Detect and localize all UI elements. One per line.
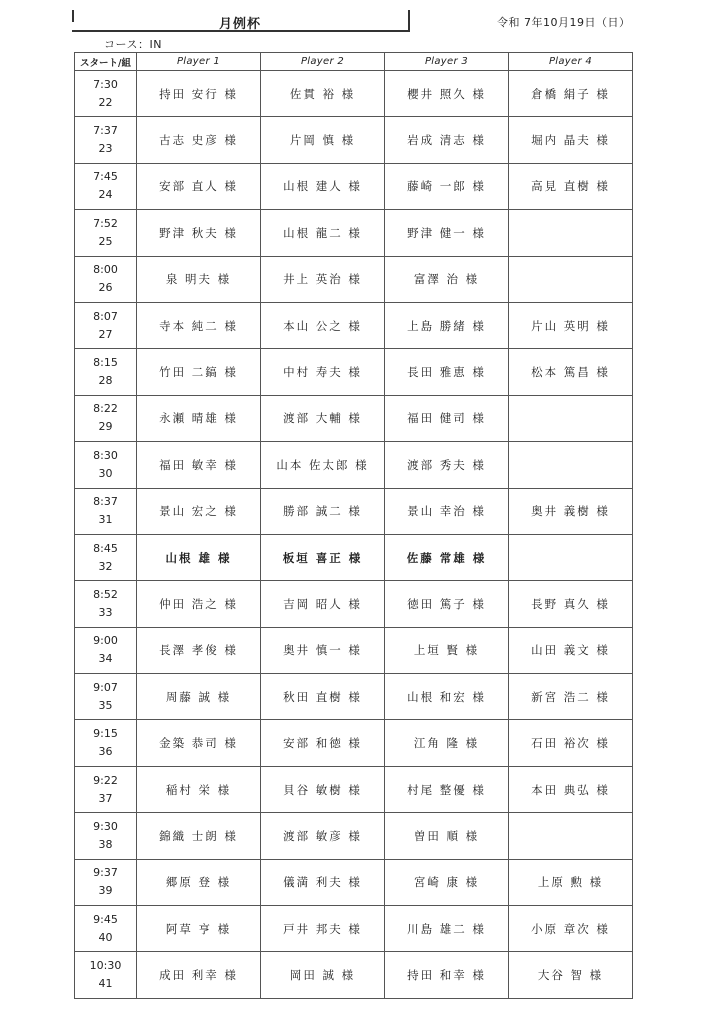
player-3-cell: 佐藤 常雄 様 (385, 534, 509, 580)
player-3-cell: 持田 和幸 様 (385, 952, 509, 998)
start-time: 8:00 (93, 263, 118, 277)
group-number: 30 (98, 466, 113, 480)
start-group-cell (75, 117, 137, 163)
start-group-cell (75, 395, 137, 441)
start-group-cell (75, 256, 137, 302)
player-1-cell: 阿草 亨 様 (137, 906, 261, 952)
player-1-cell: 仲田 浩之 様 (137, 581, 261, 627)
table-row (75, 813, 633, 859)
player-2-cell: 戸井 邦夫 様 (261, 906, 385, 952)
player-1-cell: 郷原 登 様 (137, 859, 261, 905)
start-time: 8:45 (93, 541, 118, 555)
group-number: 25 (98, 234, 113, 248)
player-3-cell: 曽田 順 様 (385, 813, 509, 859)
player-1-cell: 長澤 孝俊 様 (137, 627, 261, 673)
player-2-cell: 渡部 敏彦 様 (261, 813, 385, 859)
start-time-table (74, 52, 633, 999)
player-4-cell (509, 813, 633, 859)
player-3-cell: 岩成 清志 様 (385, 117, 509, 163)
start-time: 7:52 (93, 216, 118, 230)
player-1-cell: 福田 敏幸 様 (137, 442, 261, 488)
column-header-player-3: Player 3 (385, 53, 509, 71)
table-row (75, 674, 633, 720)
player-4-cell: 上原 勲 様 (509, 859, 633, 905)
player-4-cell: 片山 英明 様 (509, 302, 633, 348)
player-3-cell: 江角 隆 様 (385, 720, 509, 766)
group-number: 29 (98, 420, 113, 434)
start-time: 9:15 (93, 727, 118, 741)
start-group-cell (75, 766, 137, 812)
start-time: 8:37 (93, 495, 118, 509)
player-4-cell: 奥井 義樹 様 (509, 488, 633, 534)
table-row (75, 163, 633, 209)
player-1-cell: 山根 雄 様 (137, 534, 261, 580)
player-2-cell: 儀満 利夫 様 (261, 859, 385, 905)
start-time: 7:45 (93, 170, 118, 184)
group-number: 27 (98, 327, 113, 341)
start-group-cell (75, 674, 137, 720)
player-2-cell: 岡田 誠 様 (261, 952, 385, 998)
player-2-cell: 渡部 大輔 様 (261, 395, 385, 441)
start-time: 9:22 (93, 773, 118, 787)
table-row (75, 395, 633, 441)
table-row (75, 302, 633, 348)
player-4-cell: 石田 裕次 様 (509, 720, 633, 766)
player-3-cell: 景山 幸治 様 (385, 488, 509, 534)
player-4-cell: 長野 真久 様 (509, 581, 633, 627)
player-2-cell: 山根 建人 様 (261, 163, 385, 209)
player-3-cell: 徳田 篤子 様 (385, 581, 509, 627)
start-time: 8:07 (93, 309, 118, 323)
player-2-cell: 奥井 慎一 様 (261, 627, 385, 673)
page-title: 月例杯 (218, 17, 261, 32)
start-group-cell (75, 859, 137, 905)
event-date: 令和 7年10月19日（日） (497, 16, 631, 29)
player-1-cell: 泉 明夫 様 (137, 256, 261, 302)
course-label: コース：IN (104, 38, 162, 51)
player-2-cell: 山根 龍二 様 (261, 210, 385, 256)
player-4-cell: 新宮 浩二 様 (509, 674, 633, 720)
player-1-cell: 成田 利幸 様 (137, 952, 261, 998)
player-1-cell: 景山 宏之 様 (137, 488, 261, 534)
player-3-cell: 野津 健一 様 (385, 210, 509, 256)
player-3-cell: 富澤 治 様 (385, 256, 509, 302)
table-row (75, 766, 633, 812)
player-4-cell: 高見 直樹 様 (509, 163, 633, 209)
table-row (75, 581, 633, 627)
start-group-cell (75, 720, 137, 766)
player-3-cell: 山根 和宏 様 (385, 674, 509, 720)
group-number: 41 (98, 977, 113, 991)
table-row (75, 720, 633, 766)
player-4-cell (509, 534, 633, 580)
start-time: 9:07 (93, 680, 118, 694)
group-number: 35 (98, 698, 113, 712)
player-4-cell: 堀内 晶夫 様 (509, 117, 633, 163)
player-2-cell: 山本 佐太郎 様 (261, 442, 385, 488)
group-number: 33 (98, 605, 113, 619)
player-4-cell: 山田 義文 様 (509, 627, 633, 673)
group-number: 22 (98, 95, 113, 109)
table-row (75, 256, 633, 302)
player-1-cell: 寺本 純二 様 (137, 302, 261, 348)
start-group-cell (75, 627, 137, 673)
player-4-cell: 松本 篤昌 様 (509, 349, 633, 395)
start-time: 9:45 (93, 912, 118, 926)
group-number: 32 (98, 559, 113, 573)
start-time: 8:22 (93, 402, 118, 416)
player-4-cell (509, 210, 633, 256)
start-time: 8:52 (93, 587, 118, 601)
start-group-cell (75, 581, 137, 627)
start-time: 10:30 (89, 959, 122, 973)
player-1-cell: 錦織 士朗 様 (137, 813, 261, 859)
group-number: 40 (98, 930, 113, 944)
table-row (75, 906, 633, 952)
column-header-player-4: Player 4 (509, 53, 633, 71)
start-time: 7:30 (93, 77, 118, 91)
player-1-cell: 周藤 誠 様 (137, 674, 261, 720)
player-2-cell: 本山 公之 様 (261, 302, 385, 348)
group-number: 38 (98, 837, 113, 851)
table-row (75, 349, 633, 395)
player-1-cell: 金築 恭司 様 (137, 720, 261, 766)
table-row (75, 210, 633, 256)
player-2-cell: 秋田 直樹 様 (261, 674, 385, 720)
start-group-cell (75, 488, 137, 534)
title-box (72, 10, 410, 32)
start-group-cell (75, 71, 137, 117)
table-row (75, 442, 633, 488)
player-2-cell: 貝谷 敏樹 様 (261, 766, 385, 812)
table-row (75, 534, 633, 580)
player-3-cell: 藤崎 一郎 様 (385, 163, 509, 209)
group-number: 34 (98, 652, 113, 666)
player-4-cell: 本田 典弘 様 (509, 766, 633, 812)
player-4-cell (509, 256, 633, 302)
player-2-cell: 板垣 喜正 様 (261, 534, 385, 580)
player-3-cell: 福田 健司 様 (385, 395, 509, 441)
player-1-cell: 永瀬 晴雄 様 (137, 395, 261, 441)
column-header-start-group: スタート/組 (75, 53, 137, 71)
group-number: 39 (98, 884, 113, 898)
player-2-cell: 勝部 誠二 様 (261, 488, 385, 534)
player-3-cell: 渡部 秀夫 様 (385, 442, 509, 488)
player-4-cell: 倉橋 絹子 様 (509, 71, 633, 117)
table-row (75, 117, 633, 163)
player-3-cell: 上島 勝緒 様 (385, 302, 509, 348)
player-3-cell: 宮崎 康 様 (385, 859, 509, 905)
player-1-cell: 古志 史彦 様 (137, 117, 261, 163)
table-row (75, 627, 633, 673)
player-2-cell: 佐貫 裕 様 (261, 71, 385, 117)
player-2-cell: 片岡 慎 様 (261, 117, 385, 163)
start-time: 7:37 (93, 124, 118, 138)
start-group-cell (75, 442, 137, 488)
player-1-cell: 野津 秋夫 様 (137, 210, 261, 256)
player-1-cell: 持田 安行 様 (137, 71, 261, 117)
column-header-player-2: Player 2 (261, 53, 385, 71)
column-header-player-1: Player 1 (137, 53, 261, 71)
player-4-cell: 小原 章次 様 (509, 906, 633, 952)
player-3-cell: 櫻井 照久 様 (385, 71, 509, 117)
start-time: 9:30 (93, 819, 118, 833)
group-number: 37 (98, 791, 113, 805)
table-row (75, 488, 633, 534)
start-time: 8:30 (93, 448, 118, 462)
start-group-cell (75, 163, 137, 209)
start-group-cell (75, 302, 137, 348)
table-row (75, 859, 633, 905)
player-3-cell: 川島 雄二 様 (385, 906, 509, 952)
start-group-cell (75, 349, 137, 395)
group-number: 23 (98, 142, 113, 156)
player-1-cell: 安部 直人 様 (137, 163, 261, 209)
player-2-cell: 中村 寿夫 様 (261, 349, 385, 395)
table-row (75, 71, 633, 117)
start-time: 9:37 (93, 866, 118, 880)
player-3-cell: 長田 雅恵 様 (385, 349, 509, 395)
start-time: 9:00 (93, 634, 118, 648)
start-group-cell (75, 952, 137, 998)
player-3-cell: 村尾 整優 様 (385, 766, 509, 812)
player-4-cell: 大谷 智 様 (509, 952, 633, 998)
player-4-cell (509, 395, 633, 441)
player-1-cell: 竹田 二鎬 様 (137, 349, 261, 395)
group-number: 31 (98, 513, 113, 527)
player-2-cell: 井上 英治 様 (261, 256, 385, 302)
table-header-row (75, 53, 633, 71)
group-number: 28 (98, 374, 113, 388)
player-2-cell: 吉岡 昭人 様 (261, 581, 385, 627)
player-3-cell: 上垣 賢 様 (385, 627, 509, 673)
start-group-cell (75, 210, 137, 256)
group-number: 26 (98, 281, 113, 295)
start-group-cell (75, 906, 137, 952)
start-group-cell (75, 534, 137, 580)
start-group-cell (75, 813, 137, 859)
player-2-cell: 安部 和徳 様 (261, 720, 385, 766)
start-time: 8:15 (93, 356, 118, 370)
player-4-cell (509, 442, 633, 488)
group-number: 24 (98, 188, 113, 202)
group-number: 36 (98, 745, 113, 759)
table-row (75, 952, 633, 998)
player-1-cell: 稲村 栄 様 (137, 766, 261, 812)
